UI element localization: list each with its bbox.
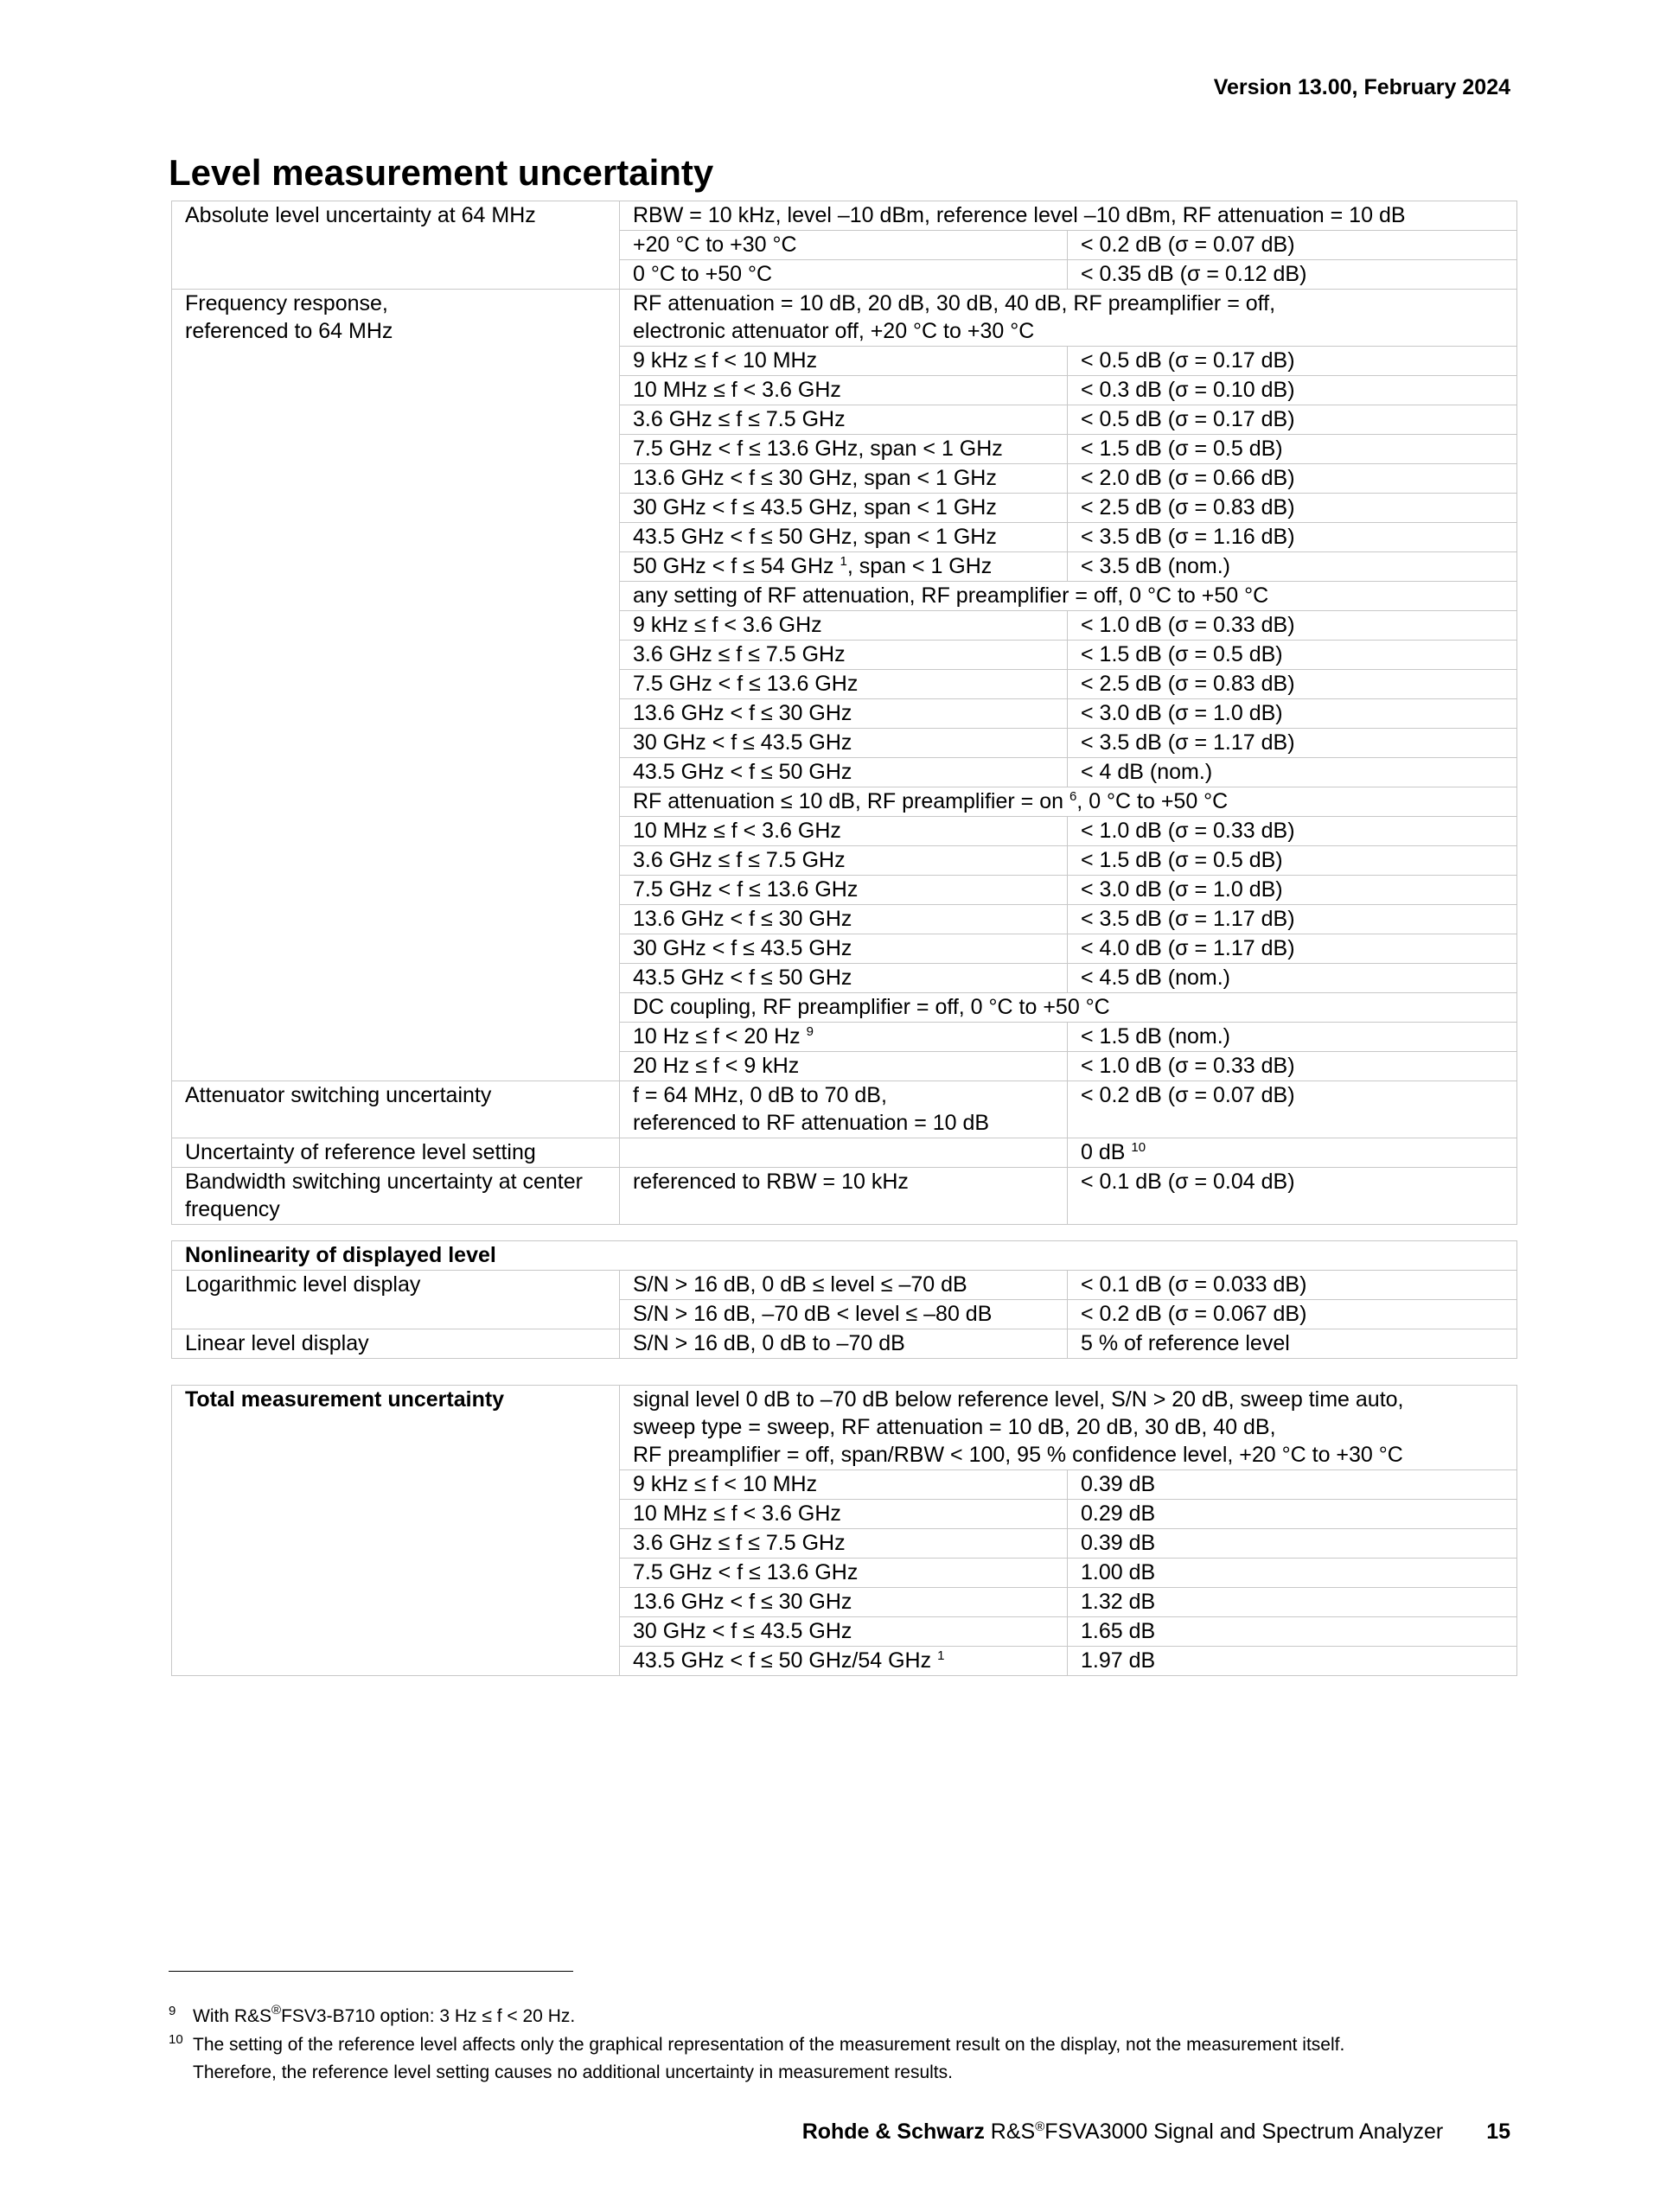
value-cell: 5 % of reference level xyxy=(1068,1329,1517,1359)
value-cell: < 3.5 dB (σ = 1.16 dB) xyxy=(1068,523,1517,552)
condition-cell: 3.6 GHz ≤ f ≤ 7.5 GHz xyxy=(620,846,1068,876)
condition-cell xyxy=(620,1023,1068,1052)
table-row xyxy=(172,1271,1517,1300)
table-row xyxy=(172,1168,1517,1225)
condition-text: , span < 1 GHz xyxy=(846,554,993,578)
value-cell: < 0.2 dB (σ = 0.067 dB) xyxy=(1068,1300,1517,1329)
value-cell: < 0.5 dB (σ = 0.17 dB) xyxy=(1068,347,1517,376)
value-cell: 1.00 dB xyxy=(1068,1559,1517,1588)
condition-line: RBW = 10 kHz, level –10 dBm, reference level –10 dBm, RF attenuation = 10 dB xyxy=(620,201,1517,231)
value-cell: < 3.0 dB (σ = 1.0 dB) xyxy=(1068,699,1517,729)
footnote-10 xyxy=(169,2031,1552,2087)
page-number: 15 xyxy=(1486,2120,1510,2144)
footnote-ref: 1 xyxy=(937,1648,945,1663)
condition-cell: 13.6 GHz < f ≤ 30 GHz xyxy=(620,905,1068,934)
spec-category: Logarithmic level display xyxy=(172,1271,620,1329)
footnote-text-part: FSV3-B710 option: 3 Hz ≤ f < 20 Hz. xyxy=(281,2006,576,2026)
spec-category: Linear level display xyxy=(172,1329,620,1359)
condition-cell: 13.6 GHz < f ≤ 30 GHz xyxy=(620,699,1068,729)
condition-cell: 3.6 GHz ≤ f ≤ 7.5 GHz xyxy=(620,1529,1068,1559)
condition-cell: 9 kHz ≤ f < 10 MHz xyxy=(620,347,1068,376)
registered-mark: ® xyxy=(271,2003,282,2018)
condition-cell: 3.6 GHz ≤ f ≤ 7.5 GHz xyxy=(620,405,1068,435)
category-label: Bandwidth switching uncertainty at center xyxy=(185,1170,583,1194)
condition-text: , 0 °C to +50 °C xyxy=(1076,789,1229,813)
condition-cell: 10 MHz ≤ f < 3.6 GHz xyxy=(620,817,1068,846)
footnote-text-part: The setting of the reference level affects only the graphical representation of the measurement result on the display, not the measurement itself. xyxy=(193,2035,1345,2055)
value-cell: 1.65 dB xyxy=(1068,1617,1517,1647)
condition-cell: 30 GHz < f ≤ 43.5 GHz, span < 1 GHz xyxy=(620,494,1068,523)
value-cell: < 0.2 dB (σ = 0.07 dB) xyxy=(1068,231,1517,260)
condition-line: any setting of RF attenuation, RF preamplifier = off, 0 °C to +50 °C xyxy=(620,582,1517,611)
footer-brand: Rohde & Schwarz xyxy=(801,2120,985,2144)
footnote-ref: 1 xyxy=(840,554,847,569)
condition-cell: 0 °C to +50 °C xyxy=(620,260,1068,290)
footnote-9 xyxy=(169,2003,1552,2030)
value-cell: < 1.0 dB (σ = 0.33 dB) xyxy=(1068,817,1517,846)
value-cell: < 2.0 dB (σ = 0.66 dB) xyxy=(1068,464,1517,494)
value-cell: < 1.5 dB (σ = 0.5 dB) xyxy=(1068,435,1517,464)
footnote-text-part: Therefore, the reference level setting causes no additional uncertainty in measurement results. xyxy=(193,2062,953,2082)
value-cell: < 0.1 dB (σ = 0.033 dB) xyxy=(1068,1271,1517,1300)
spec-category: Attenuator switching uncertainty xyxy=(172,1081,620,1138)
table-row xyxy=(172,1241,1517,1271)
condition-cell: 10 MHz ≤ f < 3.6 GHz xyxy=(620,376,1068,405)
value-cell: < 0.35 dB (σ = 0.12 dB) xyxy=(1068,260,1517,290)
value-cell: < 1.5 dB (σ = 0.5 dB) xyxy=(1068,846,1517,876)
condition-cell: S/N > 16 dB, –70 dB < level ≤ –80 dB xyxy=(620,1300,1068,1329)
condition-text: sweep type = sweep, RF attenuation = 10 dB, 20 dB, 30 dB, 40 dB, xyxy=(633,1415,1276,1439)
value-cell: < 1.5 dB (nom.) xyxy=(1068,1023,1517,1052)
condition-text: signal level 0 dB to –70 dB below reference level, S/N > 20 dB, sweep time auto, xyxy=(633,1387,1404,1412)
condition-line: DC coupling, RF preamplifier = off, 0 °C to +50 °C xyxy=(620,993,1517,1023)
condition-cell xyxy=(620,1647,1068,1676)
document-version: Version 13.00, February 2024 xyxy=(1213,75,1510,99)
condition-cell: 20 Hz ≤ f < 9 kHz xyxy=(620,1052,1068,1081)
table-row xyxy=(172,290,1517,347)
condition-cell: 30 GHz < f ≤ 43.5 GHz xyxy=(620,1617,1068,1647)
footnote-number: 10 xyxy=(169,2032,183,2047)
table-row xyxy=(172,1329,1517,1359)
value-cell: < 4 dB (nom.) xyxy=(1068,758,1517,787)
condition-cell: 7.5 GHz < f ≤ 13.6 GHz, span < 1 GHz xyxy=(620,435,1068,464)
condition-cell: referenced to RBW = 10 kHz xyxy=(620,1168,1068,1225)
value-cell xyxy=(1068,1138,1517,1168)
condition-cell: 43.5 GHz < f ≤ 50 GHz xyxy=(620,964,1068,993)
footer-product-part: R&S xyxy=(984,2120,1036,2144)
value-cell: < 1.0 dB (σ = 0.33 dB) xyxy=(1068,611,1517,641)
footnote-ref: 9 xyxy=(806,1024,814,1039)
condition-cell: 30 GHz < f ≤ 43.5 GHz xyxy=(620,729,1068,758)
value-cell: < 3.5 dB (σ = 1.17 dB) xyxy=(1068,905,1517,934)
level-uncertainty-table xyxy=(171,201,1517,1225)
value-cell: < 4.5 dB (nom.) xyxy=(1068,964,1517,993)
value-cell: < 3.5 dB (σ = 1.17 dB) xyxy=(1068,729,1517,758)
condition-cell: S/N > 16 dB, 0 dB to –70 dB xyxy=(620,1329,1068,1359)
condition-text: RF preamplifier = off, span/RBW < 100, 95 % confidence level, +20 °C to +30 °C xyxy=(633,1443,1403,1467)
condition-text: f = 64 MHz, 0 dB to 70 dB, xyxy=(633,1083,887,1107)
value-text: 0 dB xyxy=(1081,1140,1126,1164)
condition-cell: 43.5 GHz < f ≤ 50 GHz xyxy=(620,758,1068,787)
condition-cell: 7.5 GHz < f ≤ 13.6 GHz xyxy=(620,1559,1068,1588)
spec-category xyxy=(172,290,620,1081)
condition-cell: S/N > 16 dB, 0 dB ≤ level ≤ –70 dB xyxy=(620,1271,1068,1300)
category-label: Frequency response, xyxy=(185,291,388,316)
condition-cell: 13.6 GHz < f ≤ 30 GHz, span < 1 GHz xyxy=(620,464,1068,494)
footer-product xyxy=(985,2120,1443,2144)
spec-category: Uncertainty of reference level setting xyxy=(172,1138,620,1168)
value-cell: < 0.3 dB (σ = 0.10 dB) xyxy=(1068,376,1517,405)
footnote-text-part: With R&S xyxy=(193,2006,272,2026)
condition-cell: 7.5 GHz < f ≤ 13.6 GHz xyxy=(620,876,1068,905)
condition-cell: 10 MHz ≤ f < 3.6 GHz xyxy=(620,1500,1068,1529)
value-cell: < 0.2 dB (σ = 0.07 dB) xyxy=(1068,1081,1517,1138)
spec-category xyxy=(172,1168,620,1225)
condition-cell: 43.5 GHz < f ≤ 50 GHz, span < 1 GHz xyxy=(620,523,1068,552)
value-cell: < 1.0 dB (σ = 0.33 dB) xyxy=(1068,1052,1517,1081)
value-cell: < 0.1 dB (σ = 0.04 dB) xyxy=(1068,1168,1517,1225)
footer-product-part: FSVA3000 Signal and Spectrum Analyzer xyxy=(1044,2120,1444,2144)
condition-cell: 9 kHz ≤ f < 10 MHz xyxy=(620,1470,1068,1500)
value-cell: < 4.0 dB (σ = 1.17 dB) xyxy=(1068,934,1517,964)
nonlinearity-table xyxy=(171,1240,1517,1359)
value-cell: 0.39 dB xyxy=(1068,1529,1517,1559)
condition-cell: 30 GHz < f ≤ 43.5 GHz xyxy=(620,934,1068,964)
condition-cell: 3.6 GHz ≤ f ≤ 7.5 GHz xyxy=(620,641,1068,670)
condition-cell xyxy=(620,1138,1068,1168)
condition-text: RF attenuation = 10 dB, 20 dB, 30 dB, 40 dB, RF preamplifier = off, xyxy=(633,291,1276,316)
condition-text: 43.5 GHz < f ≤ 50 GHz/54 GHz xyxy=(633,1648,932,1673)
page-footer xyxy=(802,2118,1510,2145)
footnote-text xyxy=(193,2003,1552,2030)
condition-cell: +20 °C to +30 °C xyxy=(620,231,1068,260)
section-heading: Total measurement uncertainty xyxy=(172,1386,620,1676)
category-label: frequency xyxy=(185,1197,280,1221)
condition-line xyxy=(620,787,1517,817)
table-row xyxy=(172,201,1517,231)
condition-cell: 9 kHz ≤ f < 3.6 GHz xyxy=(620,611,1068,641)
total-uncertainty-table xyxy=(171,1385,1517,1676)
spec-category: Absolute level uncertainty at 64 MHz xyxy=(172,201,620,290)
table-row xyxy=(172,1138,1517,1168)
section-heading: Nonlinearity of displayed level xyxy=(172,1241,1517,1271)
footnote-divider xyxy=(169,1971,573,1972)
value-cell: 1.32 dB xyxy=(1068,1588,1517,1617)
condition-text: referenced to RF attenuation = 10 dB xyxy=(633,1111,990,1135)
footnote-ref: 6 xyxy=(1069,789,1077,804)
condition-cell: 13.6 GHz < f ≤ 30 GHz xyxy=(620,1588,1068,1617)
value-cell: < 2.5 dB (σ = 0.83 dB) xyxy=(1068,670,1517,699)
condition-cell: 7.5 GHz < f ≤ 13.6 GHz xyxy=(620,670,1068,699)
value-cell: 0.29 dB xyxy=(1068,1500,1517,1529)
footnote-ref: 10 xyxy=(1131,1140,1146,1155)
category-label: referenced to 64 MHz xyxy=(185,319,393,343)
page-title: Level measurement uncertainty xyxy=(169,152,714,193)
value-cell: < 3.0 dB (σ = 1.0 dB) xyxy=(1068,876,1517,905)
registered-mark: ® xyxy=(1035,2120,1045,2134)
condition-text: RF attenuation ≤ 10 dB, RF preamplifier = on xyxy=(633,789,1063,813)
condition-cell xyxy=(620,552,1068,582)
value-cell: < 3.5 dB (nom.) xyxy=(1068,552,1517,582)
value-cell: 1.97 dB xyxy=(1068,1647,1517,1676)
value-cell: < 0.5 dB (σ = 0.17 dB) xyxy=(1068,405,1517,435)
table-row xyxy=(172,1081,1517,1138)
condition-cell xyxy=(620,1081,1068,1138)
condition-text: 10 Hz ≤ f < 20 Hz xyxy=(633,1024,801,1049)
value-cell: < 2.5 dB (σ = 0.83 dB) xyxy=(1068,494,1517,523)
condition-text: electronic attenuator off, +20 °C to +30 °C xyxy=(633,319,1035,343)
footnote-text xyxy=(193,2031,1552,2087)
value-cell: 0.39 dB xyxy=(1068,1470,1517,1500)
condition-text: 50 GHz < f ≤ 54 GHz xyxy=(633,554,834,578)
table-row xyxy=(172,1386,1517,1470)
condition-line xyxy=(620,1386,1517,1470)
value-cell: < 1.5 dB (σ = 0.5 dB) xyxy=(1068,641,1517,670)
footnote-number: 9 xyxy=(169,2004,176,2018)
condition-line xyxy=(620,290,1517,347)
